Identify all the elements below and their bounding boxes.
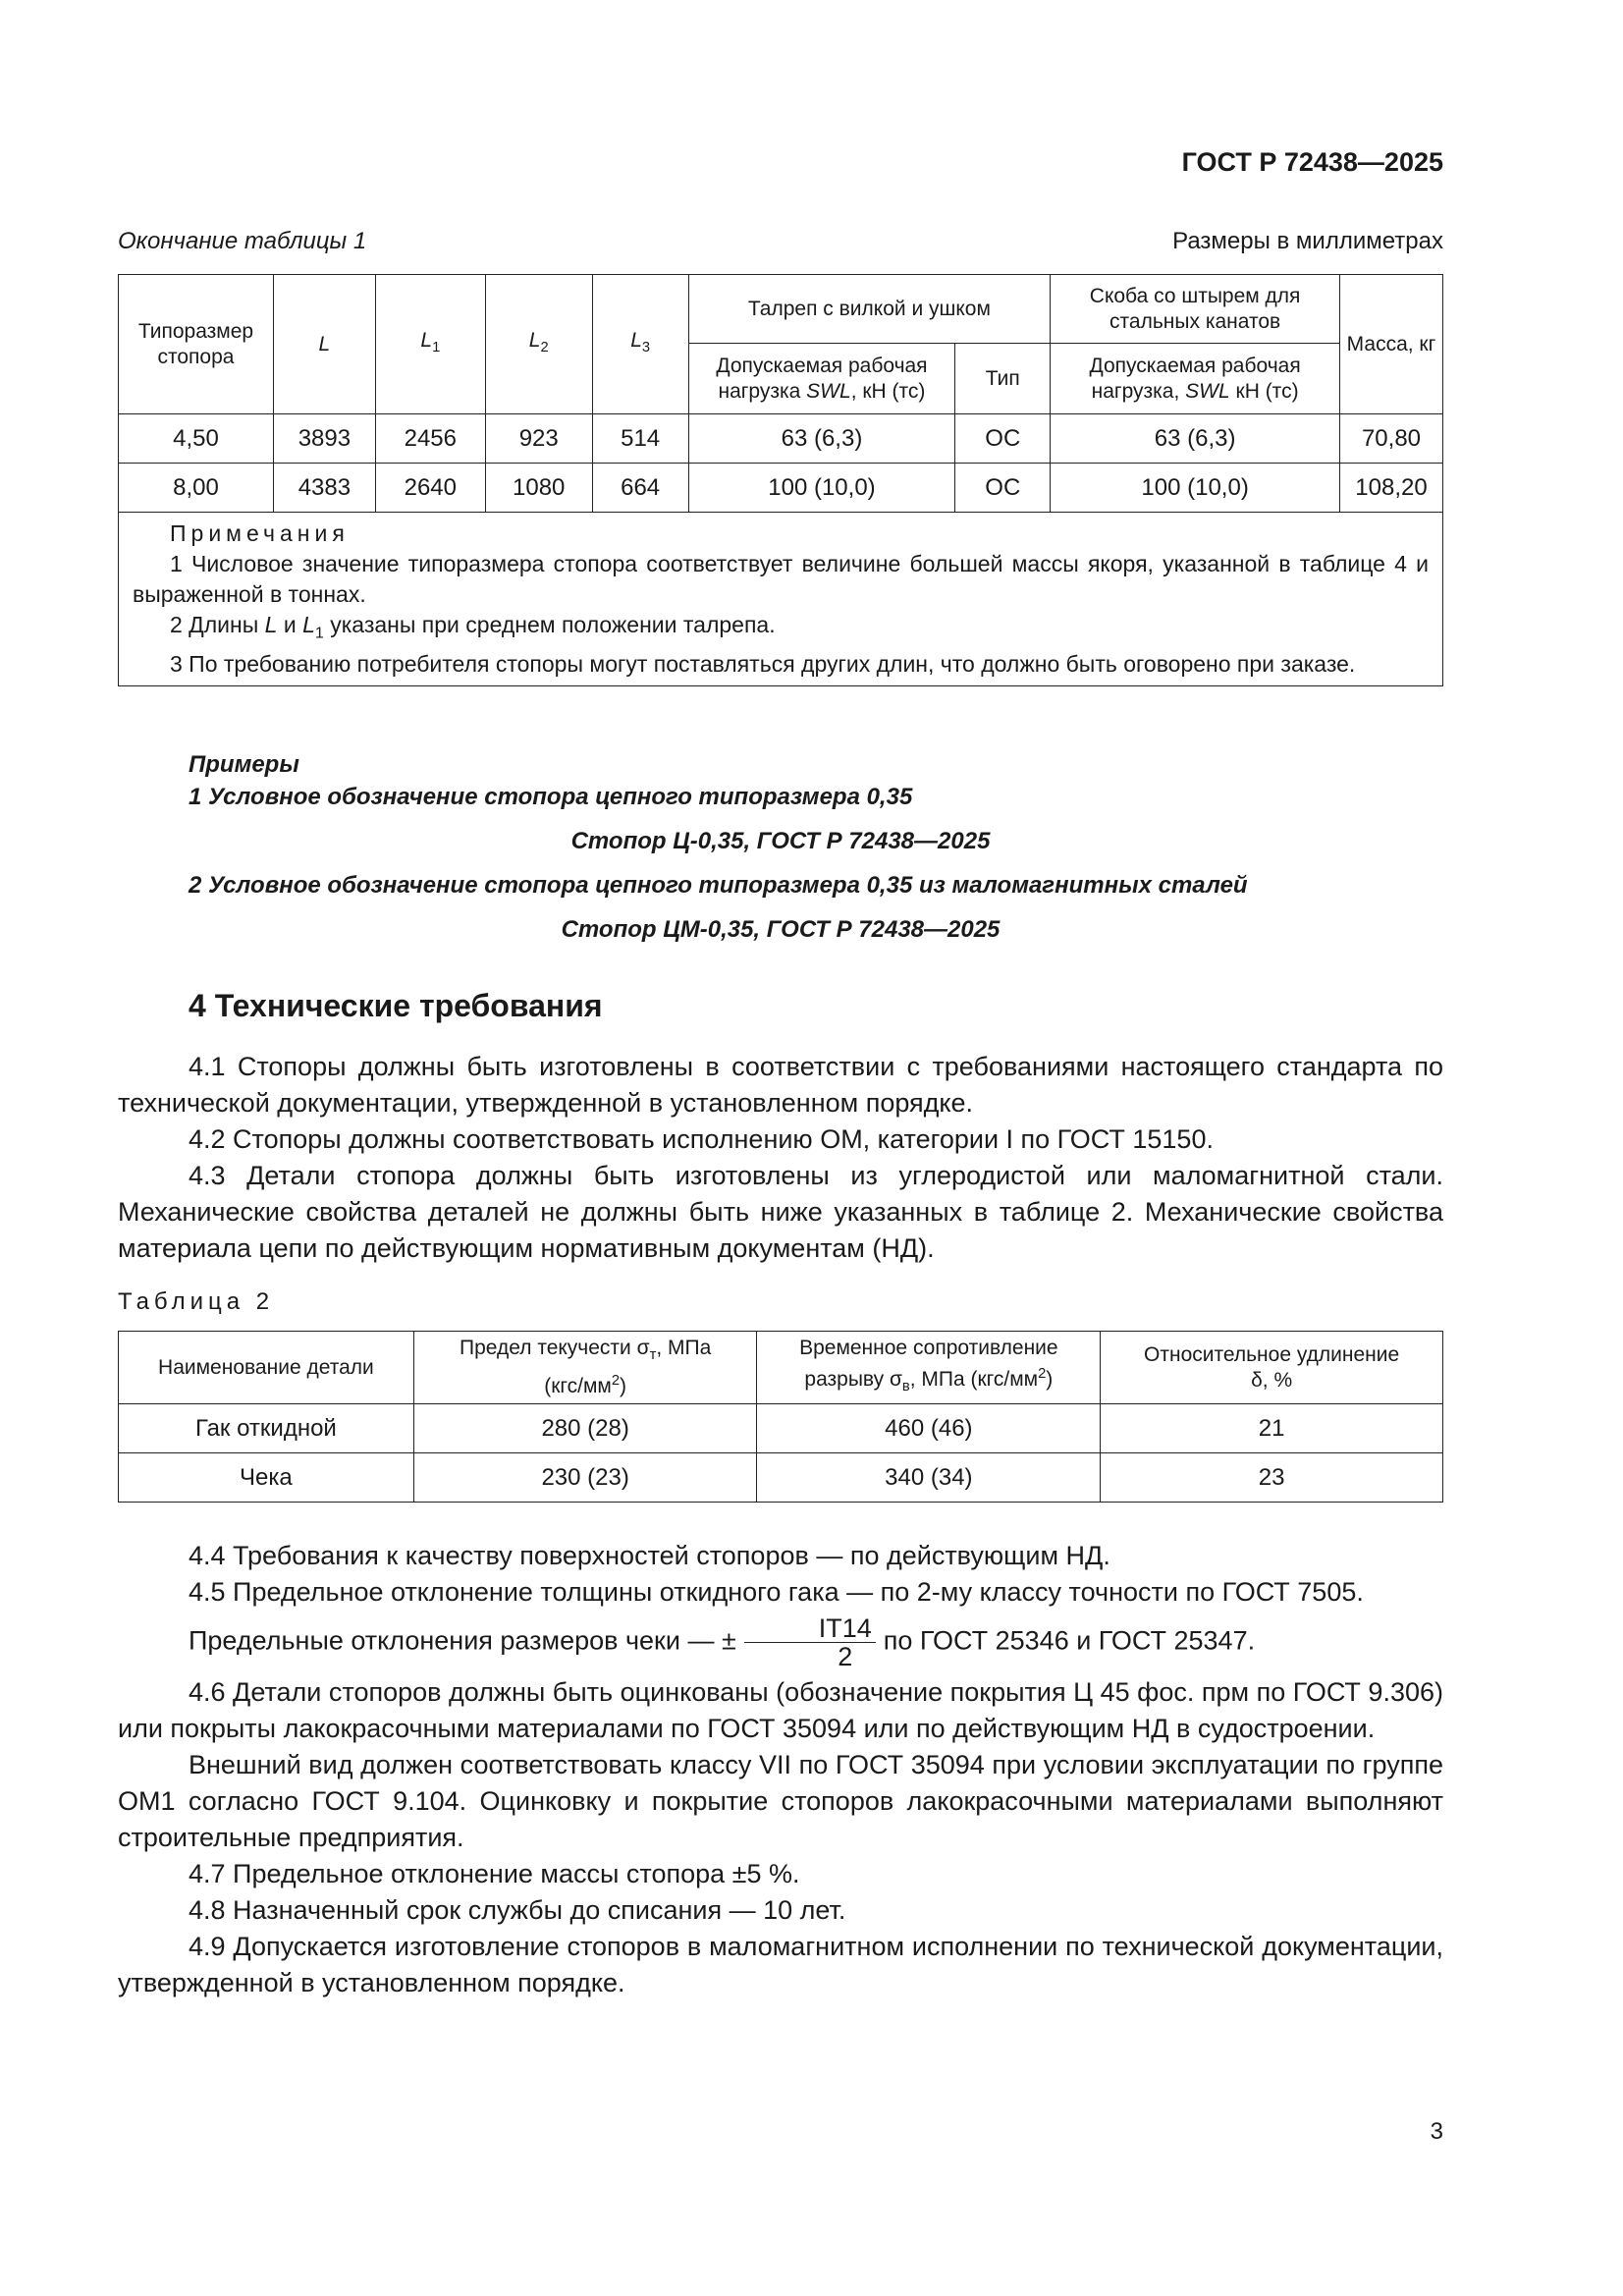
section4-paragraphs-b [118,1538,1443,2001]
cell: 4383 [273,464,375,513]
section-heading: 4 Технические требования [189,988,603,1023]
example-1-text: 1 Условное обозначение стопора цепного типоразмера 0,35 [189,784,913,810]
header-turnbuckle-group: Талреп с вилкой и ушком [688,275,1051,344]
header-part-name: Наименование детали [119,1332,414,1404]
para-4-6: 4.6 Детали стопоров должны быть оцинкованы (обозначение покрытия Ц 45 фос. прм по ГОСТ 9.306) или покрыты лакокрасочными материалами по ГОСТ 35094 или по действующим НД в судостроении. [118,1677,1443,1743]
cell: 21 [1101,1404,1443,1453]
table2-caption: Таблица 2 [118,1288,275,1315]
header-L3: $L_3$ [592,275,688,414]
examples-title: Примеры [189,751,299,778]
header-shackle-load: Допускаемая рабочая нагрузка, SWL кН (тс) [1051,344,1340,414]
table2 [118,1331,1443,1503]
cell: ОС [955,464,1051,513]
cell: 108,20 [1339,464,1442,513]
cell: 280 (28) [413,1404,757,1453]
cell: 1080 [485,464,592,513]
cell: 230 (23) [413,1453,757,1503]
table-row [119,414,1443,464]
cell: 100 (10,0) [688,464,955,513]
example-2-text: 2 Условное обозначение стопора цепного типоразмера 0,35 из маломагнитных сталей [189,872,1248,899]
document-code: ГОСТ Р 72438—2025 [1181,147,1443,177]
para-4-7: 4.7 Предельное отклонение массы стопора ±5 %. [189,1859,800,1888]
cell: 514 [592,414,688,464]
cell: 460 (46) [757,1404,1101,1453]
section4-paragraphs-a [118,1049,1443,1267]
table1-notes [119,513,1443,686]
header-elongation: Относительное удлинение δ, % [1101,1332,1443,1404]
cell: 23 [1101,1453,1443,1503]
examples-block [118,748,1443,957]
cell: 63 (6,3) [688,414,955,464]
header-L1: $L_1$ [375,275,485,414]
cell: Гак откидной [119,1404,414,1453]
table1 [118,274,1443,686]
header-L: L [273,275,375,414]
para-4-6b: Внешний вид должен соответствовать классу VII по ГОСТ 35094 при условии эксплуатации по группе ОМ1 согласно ГОСТ 9.104. Оцинковку и покрытие стопоров лакокрасочными материалами выполняют строительные предприятия. [118,1750,1443,1852]
cell: 63 (6,3) [1051,414,1340,464]
header-mass: Масса, кг [1339,275,1442,414]
note-1: 1 Числовое значение типоразмера стопора соответствует величине большей массы якоря, указанной в таблице 4 и выраженной в тоннах. [133,551,1429,607]
fraction-denominator: 2 [838,1642,853,1671]
header-L2: $L_2$ [485,275,592,414]
cell: 2640 [375,464,485,513]
header-tensile: Временное сопротивление разрыву $\sigma_в$, МПа $(кгс/мм^2)$ [757,1332,1101,1404]
fraction [744,1614,876,1670]
cell: 923 [485,414,592,464]
cell: Чека [119,1453,414,1503]
para-4-5b [118,1614,1443,1670]
para-4-4: 4.4 Требования к качеству поверхностей стопоров — по действующим НД. [189,1541,1110,1570]
table1-units: Размеры в миллиметрах [1172,228,1443,254]
table-row [119,464,1443,513]
para-4-9: 4.9 Допускается изготовление стопоров в маломагнитном исполнении по технической документации, утвержденной в установленном порядке. [118,1932,1443,1997]
header-turnbuckle-type: Тип [955,344,1051,414]
table1-caption: Окончание таблицы 1 [118,228,367,254]
cell: 8,00 [119,464,274,513]
cell: 100 (10,0) [1051,464,1340,513]
cell: 3893 [273,414,375,464]
notes-title: Примечания [170,520,350,546]
para-4-8: 4.8 Назначенный срок службы до списания — 10 лет. [189,1895,846,1925]
cell: 2456 [375,414,485,464]
cell: 4,50 [119,414,274,464]
para-4-3: 4.3 Детали стопора должны быть изготовлены из углеродистой или маломагнитной стали. Механические свойства деталей не должны быть ниже указанных в таблице 2. Механические свойства материала цепи по действующим нормативным документам (НД). [118,1161,1443,1263]
para-4-1: 4.1 Стопоры должны быть изготовлены в соответствии с требованиями настоящего стандарта по технической документации, утвержденной в установленном порядке. [118,1052,1443,1118]
tolerance-text: Предельные отклонения размеров чеки — ± [189,1625,736,1656]
page-number: 3 [1430,2118,1443,2145]
table-row [119,1453,1443,1503]
example-1-designation: Стопор Ц-0,35, ГОСТ Р 72438—2025 [570,828,991,854]
fraction-numerator: IT14 [744,1614,876,1643]
header-size: Типоразмер стопора [119,275,274,414]
cell: ОС [955,414,1051,464]
note-3: 3 По требованию потребителя стопоры могут поставляться других длин, что должно быть оговорено при заказе. [170,650,1356,677]
header-yield: Предел текучести $\sigma_т$, МПа $(кгс/мм^2)$ [413,1332,757,1404]
cell: 664 [592,464,688,513]
para-4-2: 4.2 Стопоры должны соответствовать исполнению ОМ, категории I по ГОСТ 15150. [189,1124,1214,1154]
header-shackle-group: Скоба со штырем для стальных канатов [1051,275,1340,344]
header-turnbuckle-load: Допускаемая рабочая нагрузка SWL, кН (тс) [688,344,955,414]
note-2: 2 Длины L и $L_1$ указаны при среднем положении талрепа. [170,612,776,642]
para-4-5: 4.5 Предельное отклонение толщины откидного гака — по 2-му классу точности по ГОСТ 7505. [189,1577,1364,1607]
table-row [119,1404,1443,1453]
cell: 340 (34) [757,1453,1101,1503]
example-2-designation: Стопор ЦМ-0,35, ГОСТ Р 72438—2025 [561,916,1001,943]
tolerance-standards: по ГОСТ 25346 и ГОСТ 25347. [883,1625,1256,1656]
cell: 70,80 [1339,414,1442,464]
